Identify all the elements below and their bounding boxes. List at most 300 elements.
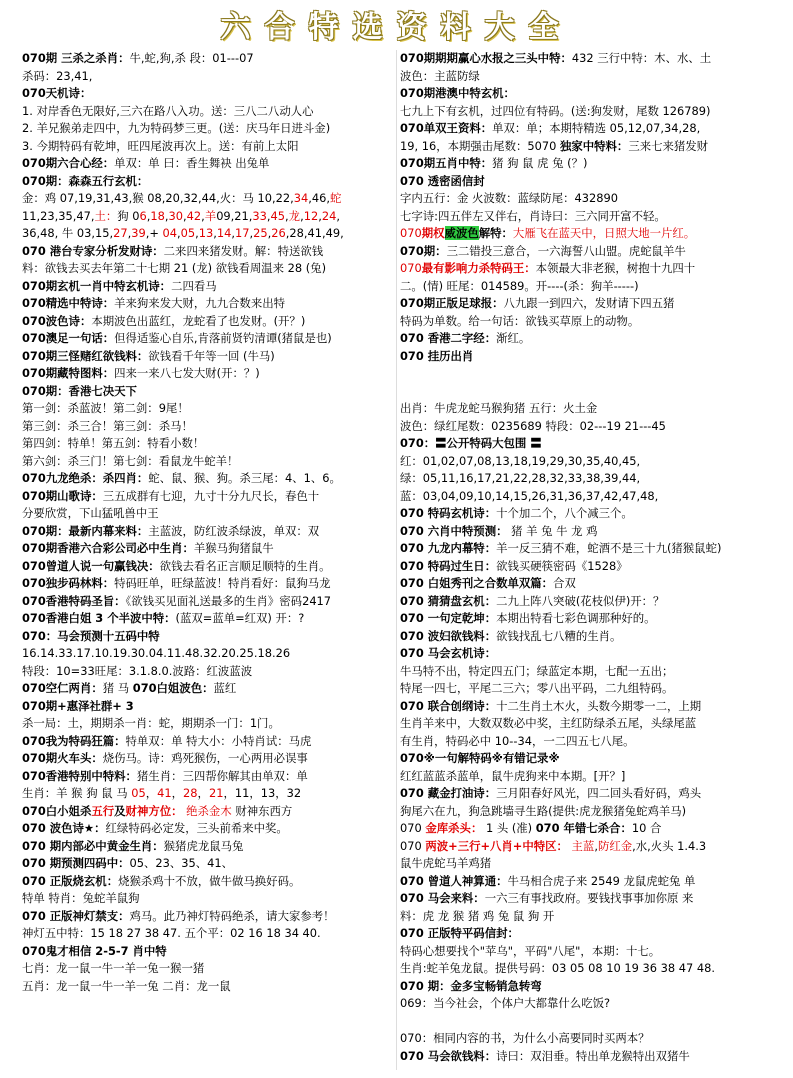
text-segment: 18 bbox=[150, 208, 165, 223]
text-segment: 070 特码玄机诗： bbox=[400, 506, 497, 520]
text-segment: ,46, bbox=[308, 191, 330, 205]
text-segment: 第一剑：杀蓝波！第二剑：9尾！ bbox=[22, 401, 189, 415]
text-segment: 41 bbox=[157, 786, 172, 800]
text-segment: 070：相同内容的书，为什么小高要同时买两本？ bbox=[400, 1031, 650, 1045]
text-line bbox=[22, 943, 394, 961]
text-line bbox=[22, 190, 394, 208]
text-segment: 070 波妇欲钱料： bbox=[400, 628, 497, 643]
text-line bbox=[400, 488, 772, 506]
text-segment: 蛇、鼠、猴、狗。杀三尾：4、1、6。 bbox=[148, 471, 341, 485]
text-segment: , bbox=[146, 208, 151, 223]
text-segment: 070 正版特平码信封： bbox=[400, 926, 519, 940]
text-segment: 《欲钱买见面礼送最多的生肖》密码2417 bbox=[125, 593, 332, 608]
text-segment: , bbox=[318, 208, 322, 223]
text-line bbox=[22, 645, 394, 663]
text-segment: 070期正版足球报： bbox=[400, 296, 504, 310]
text-segment: , bbox=[195, 226, 199, 240]
text-segment: 1. 对岸香色无限好,三六在路八入功。送：三八二八动人心 bbox=[22, 103, 314, 118]
text-segment: ， bbox=[171, 786, 184, 800]
text-segment: 070 港台专家分析发财诗： bbox=[22, 243, 164, 258]
text-line bbox=[22, 138, 394, 156]
text-segment: 070 马会欲钱料： bbox=[400, 1048, 497, 1063]
text-segment: 合双 bbox=[553, 576, 576, 590]
text-line bbox=[22, 278, 394, 296]
text-segment: 特单双：单 特大小：小特肖试：马虎 bbox=[125, 733, 312, 748]
text-segment: 五行 bbox=[91, 803, 115, 818]
text-segment: 本领最大非老猴，树抱十九四十 bbox=[535, 261, 696, 275]
text-line bbox=[400, 610, 772, 628]
text-segment: 070期港澳中特玄机： bbox=[400, 86, 515, 100]
text-line bbox=[22, 155, 394, 173]
text-segment: 070 波色诗★： bbox=[22, 821, 106, 835]
text-segment: 料：虎 龙 猴 猪 鸡 兔 鼠 狗 开 bbox=[400, 908, 555, 923]
text-segment: 070期藏特图料： bbox=[22, 366, 115, 380]
text-line bbox=[400, 278, 772, 296]
text-line bbox=[400, 575, 772, 593]
text-segment: 料：欲钱去买去年第二十七期 21 (龙) 欲钱看周温来 28 (兔) bbox=[22, 261, 327, 275]
text-line bbox=[22, 243, 394, 261]
text-segment: 十二生肖土木火，头数今期零一二，上期 bbox=[496, 698, 702, 713]
text-segment: 070 期预测四码中： bbox=[22, 856, 130, 870]
text-segment: , bbox=[594, 838, 598, 853]
text-segment: 字内五行：金 火波数：蓝绿防尾：432890 bbox=[400, 191, 618, 205]
text-segment: 070 bbox=[400, 821, 426, 835]
text-segment: 070香港特别中特料： bbox=[22, 768, 137, 783]
text-segment: 欲钱看千年等一回 (牛马) bbox=[148, 348, 275, 363]
text-segment: 070九龙绝杀：杀四肖： bbox=[22, 471, 149, 485]
text-segment: 070曾道人说一句赢钱决： bbox=[22, 558, 160, 573]
text-segment: , bbox=[183, 208, 187, 223]
text-line bbox=[22, 978, 394, 996]
text-segment: 最有影响力杀特码王： bbox=[421, 261, 536, 275]
text-segment: 070 六肖中特预测： bbox=[400, 523, 508, 538]
text-segment: 070 猜猜盘玄机： bbox=[400, 593, 497, 608]
text-segment: 特码心想要找个"苹乌"，平码"八尾"，本期：十七。 bbox=[400, 943, 661, 958]
text-segment: 羊来狗来发大财，九九合数来出特 bbox=[114, 296, 285, 310]
text-segment: 生肖羊来中，大数双数必中奖，主红防绿杀五尾，头绿尾蓝 bbox=[400, 716, 697, 730]
text-line bbox=[400, 295, 772, 313]
text-line bbox=[22, 68, 394, 86]
text-segment: , bbox=[285, 208, 289, 223]
right-column bbox=[400, 50, 772, 1065]
text-segment: 070波色诗： bbox=[22, 313, 92, 328]
text-segment: 13 bbox=[198, 226, 214, 240]
text-segment: 070 bbox=[400, 838, 426, 853]
text-line bbox=[22, 225, 394, 243]
text-line bbox=[22, 50, 394, 68]
text-line bbox=[22, 873, 394, 891]
text-line bbox=[400, 820, 772, 838]
text-segment: 波色：主蓝防绿 bbox=[400, 68, 480, 83]
text-segment: 本期波色出蓝红，龙蛇看了也发财。(开？) bbox=[91, 313, 306, 328]
text-segment: 三月阳春好风光，四二回头看好码，鸡头 bbox=[496, 786, 702, 800]
text-segment: 波色：绿红尾数：0235689 特段：02---19 21---45 bbox=[400, 418, 666, 433]
text-segment: 070期五肖中特： bbox=[400, 156, 493, 170]
text-segment: 070 一句定乾坤： bbox=[400, 611, 497, 625]
text-segment: 期权 bbox=[421, 226, 445, 240]
text-segment: 070独步码林料： bbox=[22, 576, 115, 590]
text-line bbox=[400, 943, 772, 961]
text-segment: 杀一局：土，期期杀一肖：蛇，期期杀一门：1门。 bbox=[22, 716, 280, 730]
text-segment: 070鬼才相信 2-5-7 肖中特 bbox=[22, 943, 167, 958]
text-segment: 070香港特码圣旨： bbox=[22, 593, 126, 608]
text-segment: 牛,蛇,狗,杀 段：01---07 bbox=[129, 51, 254, 65]
text-line bbox=[22, 855, 394, 873]
text-segment: 070※一句解特码※有错记录※ bbox=[400, 751, 560, 765]
text-segment: , bbox=[231, 226, 236, 240]
text-line bbox=[22, 820, 394, 838]
text-segment: 10 合 bbox=[631, 821, 662, 835]
text-line bbox=[400, 978, 772, 996]
text-line bbox=[400, 85, 772, 103]
text-segment: ， bbox=[145, 786, 158, 800]
text-segment: 070我为特码狂篇： bbox=[22, 733, 126, 748]
text-segment: 猪生肖：三四帮你解其由单双：单 bbox=[136, 768, 308, 783]
text-segment: 42 bbox=[186, 208, 202, 223]
text-segment: 独家中特料： bbox=[559, 138, 629, 153]
text-line bbox=[400, 750, 772, 768]
text-segment: 070期六合心经： bbox=[22, 156, 115, 170]
text-segment: 26 bbox=[271, 226, 286, 240]
text-line bbox=[400, 733, 772, 751]
text-segment: 070 bbox=[400, 226, 422, 240]
text-segment: 牛马相合虎子来 2549 龙鼠虎蛇兔 单 bbox=[507, 873, 696, 888]
text-line bbox=[22, 540, 394, 558]
text-line bbox=[22, 208, 394, 226]
text-segment: 070期： bbox=[400, 243, 447, 258]
text-line bbox=[22, 680, 394, 698]
text-line bbox=[400, 208, 772, 226]
text-segment: 17 bbox=[235, 226, 250, 240]
text-segment: 主蓝 bbox=[567, 838, 595, 853]
text-segment: 三来七来猪发财 bbox=[628, 138, 709, 153]
text-line bbox=[22, 173, 394, 191]
text-line bbox=[22, 925, 394, 943]
text-line bbox=[400, 995, 772, 1013]
text-segment: , bbox=[336, 208, 340, 223]
text-line bbox=[22, 733, 394, 751]
text-segment: 三杀之杀肖： bbox=[57, 51, 130, 65]
text-segment: 二四看马 bbox=[171, 278, 217, 293]
text-segment: 070：马会预测十五码中特 bbox=[22, 628, 160, 643]
text-segment: , bbox=[213, 226, 217, 240]
text-segment: 070 曾道人神算通： bbox=[400, 873, 508, 888]
text-line bbox=[400, 68, 772, 86]
text-segment: 七九上下有玄机，过四位有特码。(送:狗发财，尾数 126789) bbox=[400, 103, 711, 118]
text-segment: 有生肖，特码必中 10--34，一二四五七八尾。 bbox=[400, 733, 635, 748]
text-line bbox=[400, 383, 772, 401]
text-segment: 威波色 bbox=[444, 226, 479, 240]
text-segment: 36,48, 牛 03,15, bbox=[22, 226, 114, 240]
text-segment: 070期玄机一肖中特玄机诗： bbox=[22, 278, 172, 293]
text-segment: 070 期内部必中黄金生肖： bbox=[22, 838, 164, 853]
text-segment: , bbox=[300, 208, 304, 223]
text-segment: 070 九龙内幕特： bbox=[400, 541, 497, 555]
text-segment: 070 年错七杀合： bbox=[535, 821, 632, 835]
text-segment: 070单双王资料： bbox=[400, 121, 493, 135]
text-line bbox=[22, 803, 394, 821]
text-segment: 070空仁两肖： bbox=[22, 681, 103, 695]
text-line bbox=[22, 785, 394, 803]
text-segment: 解特： bbox=[478, 226, 513, 240]
text-segment: 05 bbox=[180, 226, 196, 240]
text-line bbox=[22, 260, 394, 278]
text-segment: 金库杀头： bbox=[425, 821, 483, 835]
text-line bbox=[22, 628, 394, 646]
text-segment: 2. 羊兄猴弟走四中，九为特码梦三更。(送：庆马年日进斗金) bbox=[22, 121, 331, 135]
text-line bbox=[400, 505, 772, 523]
text-segment: 第三剑：杀三合！第三剑：杀马！ bbox=[22, 418, 193, 433]
text-segment: 蓝红 bbox=[213, 681, 237, 695]
text-segment: 特单 特肖：兔蛇羊鼠狗 bbox=[22, 891, 140, 905]
text-line bbox=[22, 698, 394, 716]
text-line bbox=[22, 453, 394, 471]
text-segment: 两波+三行+八肖+中特区： bbox=[425, 838, 568, 853]
text-line bbox=[400, 1048, 772, 1066]
text-segment: , bbox=[267, 226, 272, 240]
text-segment: 二来四来猪发财。解：特送欲钱 bbox=[163, 243, 324, 258]
text-line bbox=[22, 103, 394, 121]
text-line bbox=[22, 610, 394, 628]
text-segment: 070 挂历出肖 bbox=[400, 348, 474, 363]
text-line bbox=[400, 243, 772, 261]
text-line bbox=[400, 225, 772, 243]
text-segment: 39 bbox=[131, 226, 146, 240]
text-line bbox=[22, 85, 394, 103]
left-column bbox=[22, 50, 394, 995]
text-segment: 七字诗:四五伴左又伴右，肖诗曰：三六同开富不轻。 bbox=[400, 208, 666, 223]
text-segment: 30 bbox=[168, 208, 184, 223]
header bbox=[0, 0, 793, 48]
text-segment: 鼠牛虎蛇马羊鸡猪 bbox=[400, 856, 492, 870]
text-segment: 27 bbox=[113, 226, 128, 240]
text-segment: 070澳足一句话： bbox=[22, 331, 115, 345]
text-segment: 猪 马 bbox=[102, 681, 133, 695]
text-segment: 070期：香港七决天下 bbox=[22, 383, 137, 398]
text-segment: ， bbox=[197, 786, 209, 800]
text-segment: 土： bbox=[94, 208, 118, 223]
text-segment: 05 bbox=[131, 786, 146, 800]
text-segment: 绿：05,11,16,17,21,22,28,32,33,38,39,44, bbox=[400, 471, 641, 485]
text-segment: 070期 bbox=[22, 51, 58, 65]
text-line bbox=[22, 295, 394, 313]
text-segment: 二九上阵八突破(花枝似伊)开：？ bbox=[496, 593, 665, 608]
text-segment: 羊 bbox=[204, 208, 217, 223]
text-segment: 金：鸡 07,19,31,43,猴 08,20,32,44,火：马 10,22, bbox=[22, 191, 294, 205]
text-line bbox=[400, 418, 772, 436]
text-segment: 鸡马。此乃神灯特码绝杀，请大家参考！ bbox=[129, 908, 335, 923]
text-line bbox=[400, 838, 772, 856]
text-line bbox=[400, 680, 772, 698]
text-segment: 09,21, bbox=[216, 208, 253, 223]
text-line bbox=[22, 365, 394, 383]
text-segment: 070期：森森五行玄机： bbox=[22, 173, 149, 188]
text-segment: 28 bbox=[183, 786, 198, 800]
text-segment: ,水,火头 1.4.3 bbox=[632, 838, 707, 853]
text-segment: 070 藏金打油诗： bbox=[400, 786, 497, 800]
text-line bbox=[400, 890, 772, 908]
text-line bbox=[400, 1013, 772, 1031]
text-line bbox=[22, 593, 394, 611]
text-segment: 本期出特看七彩色调那种好的。 bbox=[496, 611, 656, 625]
text-segment: 04 bbox=[162, 226, 178, 240]
text-segment: 分要欣赏，下山猛吼兽中王 bbox=[22, 506, 159, 520]
text-segment: 特尾一四七，平尾二三六；零八出平码，二九组特码。 bbox=[400, 681, 674, 695]
text-line bbox=[22, 523, 394, 541]
text-segment: 红绿特码必定发，三头前希来中奖。 bbox=[105, 821, 288, 835]
text-segment: 及 bbox=[114, 803, 126, 818]
text-line bbox=[22, 838, 394, 856]
text-segment: 070 马会玄机诗： bbox=[400, 646, 497, 660]
text-segment: 6 bbox=[139, 208, 147, 223]
text-segment: 烧猴杀鸡十不放，做牛做马换好码。 bbox=[118, 873, 301, 888]
text-segment: 狗 0 bbox=[117, 208, 140, 223]
text-line bbox=[400, 558, 772, 576]
text-line bbox=[22, 890, 394, 908]
text-line bbox=[400, 103, 772, 121]
text-segment: 34 bbox=[293, 191, 309, 205]
text-segment: 第四剑：特单！第五剑：特看小数！ bbox=[22, 436, 205, 450]
text-line bbox=[400, 715, 772, 733]
text-line bbox=[400, 173, 772, 191]
text-segment: 猪 羊 兔 牛 龙 鸡 bbox=[507, 523, 598, 538]
text-line bbox=[400, 120, 772, 138]
text-segment: 猪 狗 鼠 虎 兔 (？) bbox=[492, 156, 588, 170]
text-segment: 070期香港六合彩公司必中生肖： bbox=[22, 541, 194, 555]
text-line bbox=[400, 1030, 772, 1048]
text-segment: 33 bbox=[252, 208, 267, 223]
text-segment: 070 马会来料： bbox=[400, 891, 485, 905]
text-segment: 070期期期赢心水报之三头中特： bbox=[400, 51, 572, 65]
text-line bbox=[400, 908, 772, 926]
text-segment: ，11，13，32 bbox=[223, 786, 302, 800]
text-line bbox=[400, 155, 772, 173]
text-segment: 牛马特不出，特定四五门；绿蓝定本期，七配一五出； bbox=[400, 663, 674, 678]
text-segment: 12 bbox=[303, 208, 319, 223]
text-line bbox=[22, 488, 394, 506]
text-segment: 069：当今社会，个体户大都靠什么吃饭? bbox=[400, 996, 611, 1010]
text-segment: 05、23、35、41、 bbox=[129, 856, 234, 870]
text-segment: 第六剑：杀三门！第七剑：看鼠龙牛蛇羊！ bbox=[22, 453, 239, 468]
text-line bbox=[22, 400, 394, 418]
text-segment: 21 bbox=[208, 786, 224, 800]
text-segment: 070期：最新内幕来料： bbox=[22, 523, 149, 538]
text-segment: 欲钱去看名正言顺足顺特的生肖。 bbox=[159, 558, 331, 573]
text-segment: 11,23,35,47, bbox=[22, 208, 95, 223]
text-segment: , bbox=[164, 208, 169, 223]
text-segment: 生肖:蛇羊兔龙鼠。提供号码：03 05 08 10 19 36 38 47 48. bbox=[400, 961, 715, 975]
text-segment: , bbox=[249, 226, 254, 240]
text-segment: 生肖：羊 猴 狗 鼠 马 bbox=[22, 786, 132, 800]
text-line bbox=[400, 540, 772, 558]
text-segment: 25 bbox=[253, 226, 268, 240]
text-line bbox=[22, 505, 394, 523]
text-segment: 070 香港二字经： bbox=[400, 331, 497, 345]
text-segment: 特码旺单，旺绿蓝波！特肖看好：鼠狗马龙 bbox=[114, 576, 331, 590]
text-line bbox=[400, 435, 772, 453]
text-segment: 070 bbox=[400, 261, 422, 275]
text-line bbox=[400, 768, 772, 786]
text-line bbox=[400, 330, 772, 348]
text-segment: 1 头 (准) bbox=[482, 821, 536, 835]
text-line bbox=[400, 138, 772, 156]
text-line bbox=[400, 190, 772, 208]
text-line bbox=[22, 960, 394, 978]
text-segment: 19, 16，本期强击尾数：5070 bbox=[400, 138, 560, 153]
text-segment: 财神东西方 bbox=[231, 803, 293, 818]
text-segment: 主蓝波，防红波杀绿波，单双：双 bbox=[148, 523, 320, 538]
text-line bbox=[400, 663, 772, 681]
text-line bbox=[400, 960, 772, 978]
text-segment: 蛇 bbox=[330, 191, 342, 205]
text-line bbox=[400, 365, 772, 383]
text-line bbox=[22, 715, 394, 733]
text-segment: , bbox=[201, 208, 205, 223]
text-line bbox=[22, 750, 394, 768]
text-line bbox=[22, 768, 394, 786]
text-line bbox=[22, 575, 394, 593]
text-segment: 绝杀金木 bbox=[186, 803, 232, 818]
text-segment: ,28,41,49, bbox=[285, 226, 344, 240]
text-line bbox=[400, 453, 772, 471]
text-line bbox=[400, 260, 772, 278]
text-segment: 特码为单数。给一句话：欲钱买草原上的动物。 bbox=[400, 313, 640, 328]
text-segment: 3. 今期特码有乾坤，旺四尾波再次上。送：有前上太阳 bbox=[22, 138, 299, 153]
text-segment: 羊猴马狗猪鼠牛 bbox=[193, 541, 274, 555]
text-segment: 大雁飞在蓝天中，日照大地一片红。 bbox=[512, 226, 696, 240]
text-segment: 070：〓公开特码大包围 〓 bbox=[400, 436, 542, 450]
text-segment: 财神方位： bbox=[125, 803, 183, 818]
text-segment: 龙 bbox=[288, 208, 301, 223]
text-line bbox=[400, 593, 772, 611]
text-segment: 16.14.33.17.10.19.30.04.11.48.32.20.25.18.26 bbox=[22, 646, 291, 660]
text-segment: 五肖：龙一鼠一牛一羊一兔 二肖：龙一鼠 bbox=[22, 978, 231, 993]
text-segment: 070 正版神灯禁支： bbox=[22, 908, 130, 923]
text-line bbox=[400, 523, 772, 541]
text-segment: 红：01,02,07,08,13,18,19,29,30,35,40,45, bbox=[400, 453, 641, 468]
text-segment: 出肖：牛虎龙蛇马猴狗猪 五行：火土金 bbox=[400, 401, 598, 415]
text-segment: ,+ bbox=[145, 226, 163, 240]
text-segment: , bbox=[127, 226, 132, 240]
text-line bbox=[400, 348, 772, 366]
text-line bbox=[400, 628, 772, 646]
text-segment: 七肖：龙一鼠一牛一羊一兔一猴一猪 bbox=[22, 961, 205, 975]
text-line bbox=[22, 383, 394, 401]
text-line bbox=[400, 873, 772, 891]
text-line bbox=[400, 50, 772, 68]
column-divider bbox=[396, 50, 397, 1070]
text-segment: 猴猪虎龙鼠马兔 bbox=[163, 838, 244, 853]
text-segment: 红红蓝蓝杀蓝单，鼠牛虎狗来中本期。[开？] bbox=[400, 768, 626, 783]
text-segment: 渐红。 bbox=[496, 331, 531, 345]
text-line bbox=[400, 925, 772, 943]
text-line bbox=[400, 855, 772, 873]
text-segment: 070 联合创纲诗： bbox=[400, 698, 497, 713]
text-line bbox=[22, 313, 394, 331]
text-segment: 但得适鉴心自乐,肯落前贤钓清谭(猪鼠是也) bbox=[114, 331, 332, 345]
text-segment: , bbox=[266, 208, 271, 223]
text-segment: 070白姐波色： bbox=[132, 681, 214, 695]
text-segment: 烧伤马。诗：鸡死猴伤，一心两用必误事 bbox=[102, 751, 308, 765]
text-segment: 二。(情) 旺尾：014589。开----(杀：狗羊-----) bbox=[400, 278, 639, 293]
text-segment: 432 三行中特：木、水、土 bbox=[571, 51, 712, 65]
text-segment: 单双：单；本期特精选 05,12,07,34,28, bbox=[492, 121, 701, 135]
text-segment: 070 透密函信封 bbox=[400, 173, 485, 188]
text-segment: 四来一来八七发大财(开：？) bbox=[114, 366, 260, 380]
text-segment: 070 正版烧玄机： bbox=[22, 873, 119, 888]
text-segment: 070精选中特诗： bbox=[22, 296, 115, 310]
text-line bbox=[22, 908, 394, 926]
